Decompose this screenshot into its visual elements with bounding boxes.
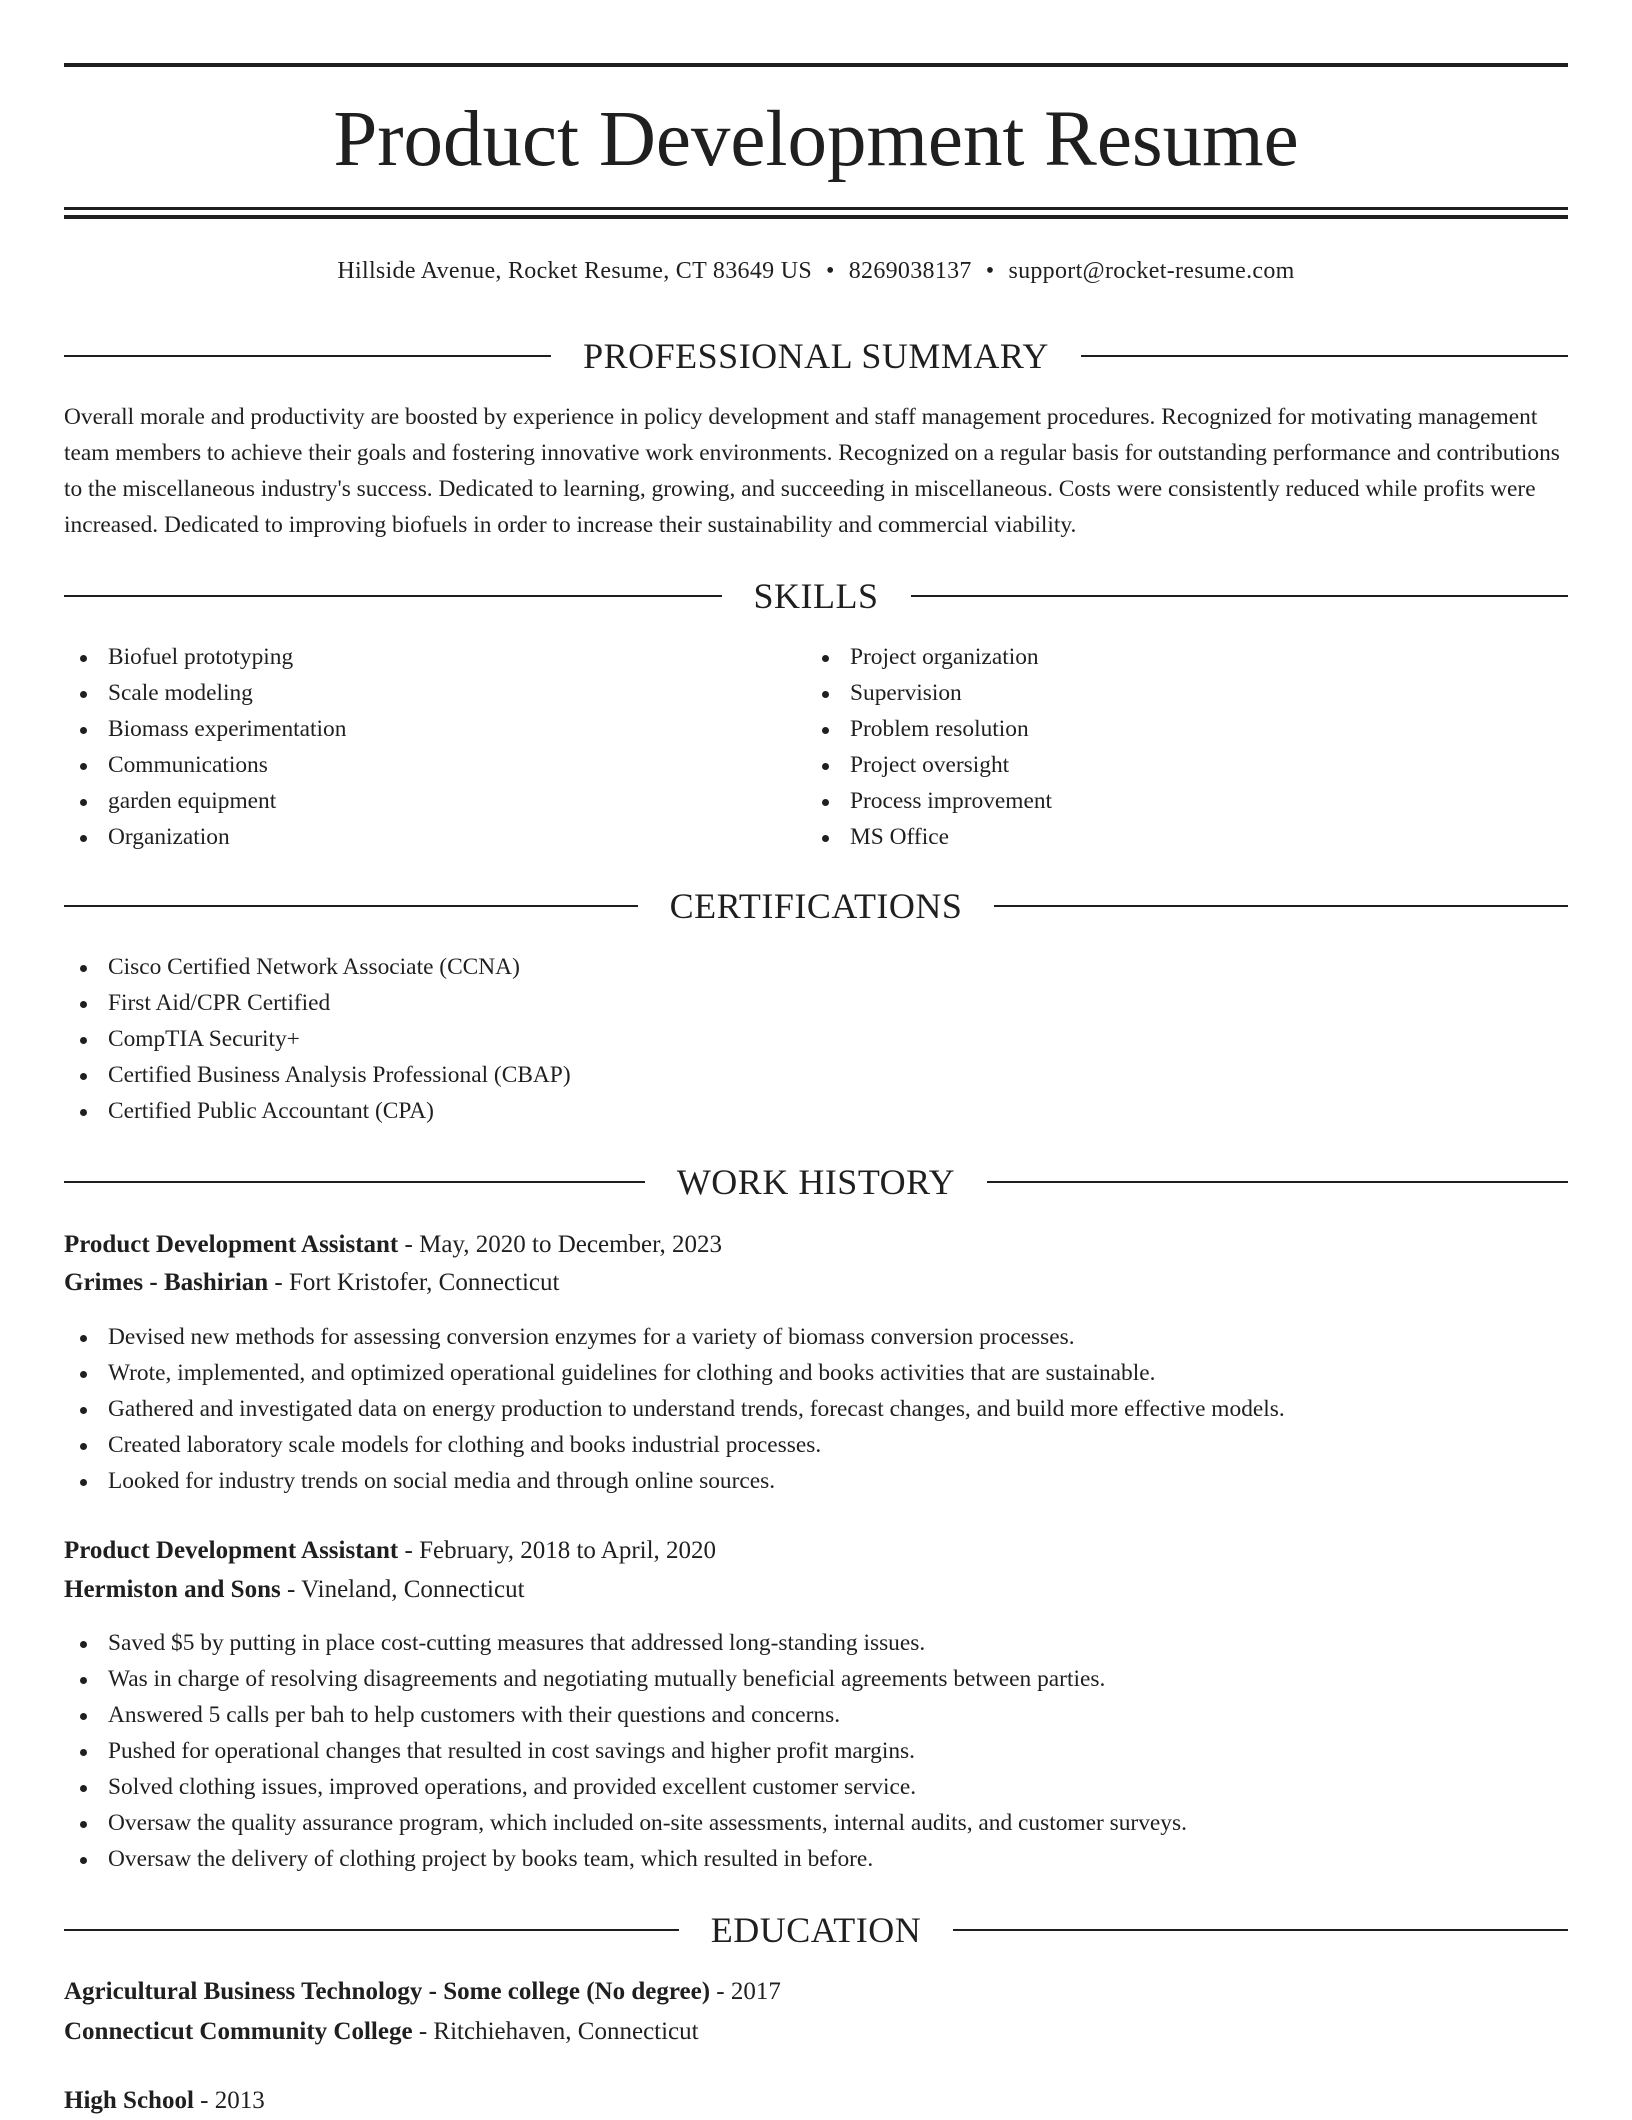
skill-item: Supervision: [806, 675, 1052, 711]
job-location: - Fort Kristofer, Connecticut: [268, 1269, 560, 1296]
certification-item: Certified Public Accountant (CPA): [64, 1093, 571, 1129]
divider: [1081, 355, 1568, 357]
contact-address: Hillside Avenue, Rocket Resume, CT 83649 US: [337, 258, 813, 284]
skill-item: Project organization: [806, 639, 1052, 675]
skill-item: Project oversight: [806, 747, 1052, 783]
title-rule-upper: [64, 207, 1568, 210]
job-company-line: [64, 1571, 525, 1609]
job-title-line: [64, 1226, 722, 1264]
education-school: Connecticut Community College: [64, 2018, 413, 2045]
skill-item: Biomass experimentation: [64, 711, 346, 747]
divider: [64, 905, 638, 907]
section-title: EDUCATION: [710, 1910, 922, 1950]
section-heading-education: [64, 1908, 1568, 1952]
top-rule: [64, 63, 1568, 67]
education-degree: Agricultural Business Technology - Some college (No degree): [64, 1978, 711, 2005]
job-location: - Vineland, Connecticut: [280, 1576, 525, 1603]
job-bullet: Answered 5 calls per bah to help customers with their questions and concerns.: [64, 1697, 1187, 1733]
job-dates: - February, 2018 to April, 2020: [398, 1537, 717, 1564]
divider: [64, 1929, 679, 1931]
section-heading-work-history: [64, 1160, 1568, 1204]
skill-item: Biofuel prototyping: [64, 639, 346, 675]
title-rule-lower: [64, 215, 1568, 219]
job-bullet: Wrote, implemented, and optimized operational guidelines for clothing and books activities that are sustainable.: [64, 1355, 1285, 1391]
section-title: PROFESSIONAL SUMMARY: [583, 336, 1049, 376]
job-bullet: Devised new methods for assessing conversion enzymes for a variety of biomass conversion processes.: [64, 1319, 1285, 1355]
skill-item: Process improvement: [806, 783, 1052, 819]
skills-list-right: [806, 639, 1052, 855]
contact-separator: •: [985, 258, 995, 284]
section-heading-certifications: [64, 884, 1568, 928]
education-location: - Ritchiehaven, Connecticut: [412, 2018, 699, 2045]
education-degree-line: [64, 1973, 781, 2011]
contact-email: support@rocket-resume.com: [1008, 258, 1295, 284]
section-title: WORK HISTORY: [676, 1162, 956, 1202]
divider: [64, 1181, 645, 1183]
job-bullet: Pushed for operational changes that resulted in cost savings and higher profit margins.: [64, 1733, 1187, 1769]
job-bullet: Gathered and investigated data on energy production to understand trends, forecast changes, and build more effective models.: [64, 1391, 1285, 1427]
education-degree-line: [64, 2082, 265, 2120]
certification-item: First Aid/CPR Certified: [64, 985, 571, 1021]
job-company: Grimes - Bashirian: [64, 1269, 269, 1296]
job-bullet: Saved $5 by putting in place cost-cutting measures that addressed long-standing issues.: [64, 1625, 1187, 1661]
skill-item: MS Office: [806, 819, 1052, 855]
job-bullet: Created laboratory scale models for clothing and books industrial processes.: [64, 1427, 1285, 1463]
education-year: - 2013: [193, 2087, 265, 2114]
skills-list-left: [64, 639, 346, 855]
divider: [911, 595, 1569, 597]
section-title: CERTIFICATIONS: [669, 886, 963, 926]
section-heading-skills: [64, 574, 1568, 618]
job-title: Product Development Assistant: [64, 1537, 399, 1564]
certification-item: CompTIA Security+: [64, 1021, 571, 1057]
certifications-list: [64, 949, 571, 1129]
education-degree: High School: [64, 2087, 194, 2114]
contact-line: [64, 254, 1568, 288]
divider: [953, 1929, 1568, 1931]
skill-item: Problem resolution: [806, 711, 1052, 747]
job-dates: - May, 2020 to December, 2023: [398, 1231, 722, 1258]
job-bullets: [64, 1625, 1187, 1877]
contact-separator: •: [826, 258, 835, 284]
skill-item: garden equipment: [64, 783, 346, 819]
job-bullet: Was in charge of resolving disagreements and negotiating mutually beneficial agreements between parties.: [64, 1661, 1187, 1697]
job-title-line: [64, 1532, 716, 1570]
job-title: Product Development Assistant: [64, 1231, 399, 1258]
section-title: SKILLS: [753, 576, 879, 616]
education-year: - 2017: [710, 1978, 781, 2005]
page-title: Product Development Resume: [333, 96, 1299, 183]
divider: [994, 905, 1568, 907]
job-bullets: [64, 1319, 1285, 1499]
divider: [64, 355, 551, 357]
divider: [64, 595, 722, 597]
certification-item: Certified Business Analysis Professional (CBAP): [64, 1057, 571, 1093]
contact-phone: 8269038137: [848, 258, 972, 284]
certification-item: Cisco Certified Network Associate (CCNA): [64, 949, 571, 985]
divider: [987, 1181, 1568, 1183]
job-bullet: Oversaw the delivery of clothing project by books team, which resulted in before.: [64, 1841, 1187, 1877]
skill-item: Scale modeling: [64, 675, 346, 711]
skill-item: Communications: [64, 747, 346, 783]
skill-item: Organization: [64, 819, 346, 855]
education-school-line: [64, 2013, 699, 2051]
job-bullet: Oversaw the quality assurance program, which included on-site assessments, internal audits, and customer surveys.: [64, 1805, 1187, 1841]
section-heading-summary: [64, 334, 1568, 378]
summary-text: Overall morale and productivity are boosted by experience in policy development and staff management procedures. Recognized for motivating management team members to achieve their goals and fostering innovative work environments. Recognized on a regular basis for outstanding performance and contributions to the miscellaneous industry's success. Dedicated to learning, growing, and succeeding in miscellaneous. Costs were consistently reduced while profits were increased. Dedicated to improving biofuels in order to increase their sustainability and commercial viability.: [64, 404, 1560, 538]
job-bullet: Looked for industry trends on social media and through online sources.: [64, 1463, 1285, 1499]
job-bullet: Solved clothing issues, improved operations, and provided excellent customer service.: [64, 1769, 1187, 1805]
job-company: Hermiston and Sons: [64, 1576, 281, 1603]
job-company-line: [64, 1264, 559, 1302]
